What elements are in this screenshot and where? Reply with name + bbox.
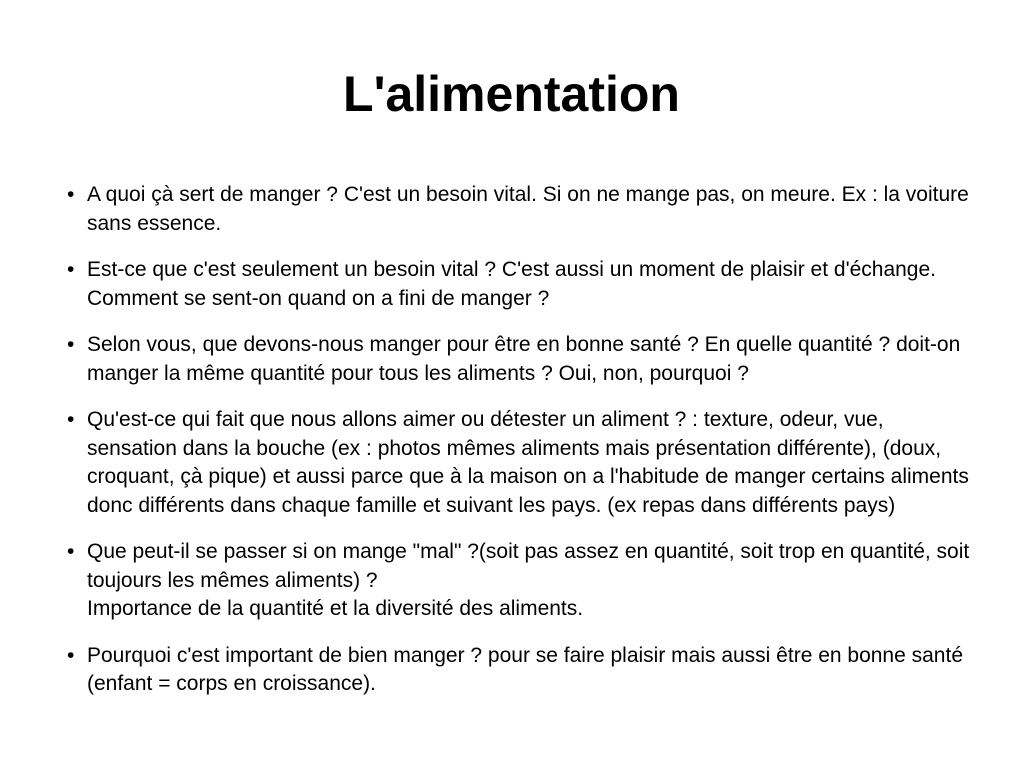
bullet-item <box>48 642 978 699</box>
slide-title: L'alimentation <box>343 66 680 122</box>
bullet-marker: • <box>67 183 75 206</box>
bullet-item <box>48 406 978 520</box>
bullet-item <box>48 538 978 624</box>
bullet-marker: • <box>67 258 75 281</box>
bullet-marker: • <box>67 408 75 431</box>
bullet-item <box>48 181 978 238</box>
bullet-item <box>48 331 978 388</box>
bullet-text: Selon vous, que devons-nous manger pour être en bonne santé ? En quelle quantité ? doit-on manger la même quantité pour tous les aliments ? Oui, non, pourquoi ? <box>87 333 961 385</box>
bullet-item <box>48 256 978 313</box>
bullet-marker: • <box>67 643 75 667</box>
bullet-text: Pourquoi c'est important de bien manger ? pour se faire plaisir mais aussi être en bonne santé (enfant = corps en croissance). <box>87 643 964 695</box>
bullet-text: Est-ce que c'est seulement un besoin vital ? C'est aussi un moment de plaisir et d'échange. Comment se sent-on quand on a fini de manger ? <box>87 258 936 310</box>
bullet-text: A quoi çà sert de manger ? C'est un besoin vital. Si on ne mange pas, on meure. Ex : la voiture sans essence. <box>87 183 969 235</box>
bullet-marker: • <box>67 333 75 356</box>
bullet-list <box>48 181 978 717</box>
bullet-marker: • <box>67 540 75 563</box>
bullet-text: Qu'est-ce qui fait que nous allons aimer ou détester un aliment ? : texture, odeur, vue, sensation dans la bouche (ex : photos mêmes aliments mais présentation différente), (doux, croquant, çà pique) et aussi parce que à la maison on a l'habitude de manger certains aliments donc différents dans chaque famille et suivant les pays. (ex repas dans différents pays) <box>87 408 969 517</box>
bullet-text: Que peut-il se passer si on mange "mal" ?(soit pas assez en quantité, soit trop en quantité, soit toujours les mêmes aliments) ? <box>87 540 970 592</box>
bullet-subtext: Importance de la quantité et la diversité des aliments. <box>87 597 584 620</box>
